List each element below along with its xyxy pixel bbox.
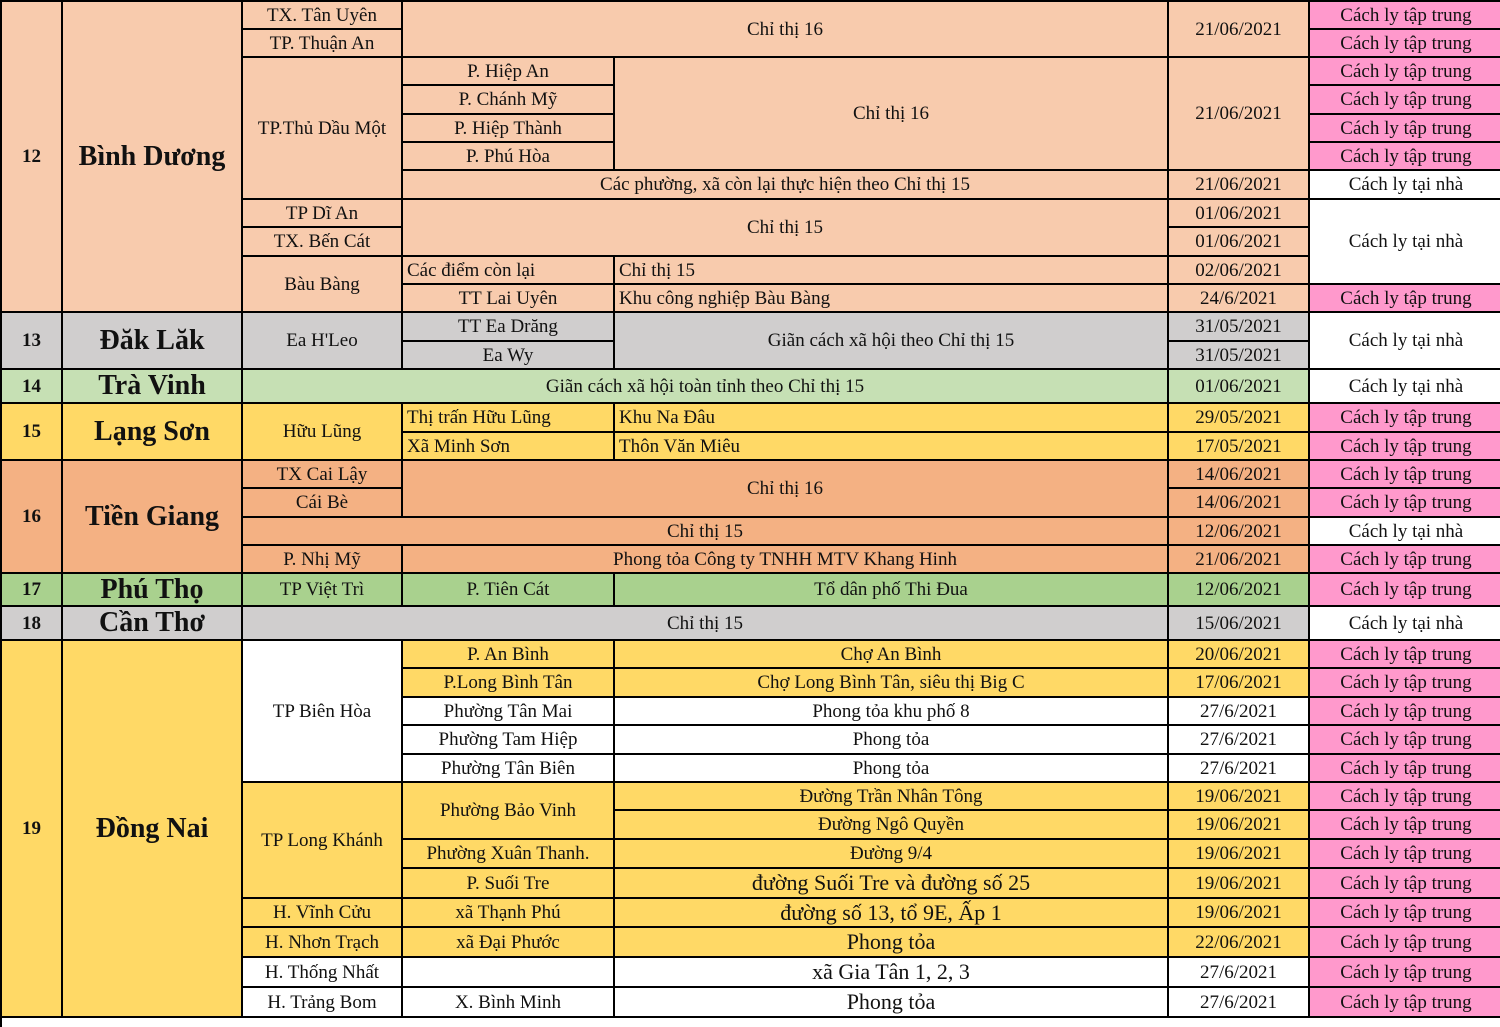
status-cell: Cách ly tập trung [1310, 433, 1500, 461]
date-cell: 14/06/2021 [1169, 461, 1310, 489]
date-cell: 01/06/2021 [1169, 200, 1310, 228]
status-cell: Cách ly tại nhà [1310, 518, 1500, 546]
status-cell: Cách ly tập trung [1310, 899, 1500, 928]
ward-cell: P. An Bình [403, 641, 615, 669]
date-cell: 27/6/2021 [1169, 726, 1310, 755]
province-number: 14 [2, 370, 63, 404]
date-cell: 19/06/2021 [1169, 899, 1310, 928]
date-cell: 27/6/2021 [1169, 755, 1310, 783]
district-cell: Bàu Bàng [243, 257, 403, 313]
province-number: 15 [2, 404, 63, 461]
measure-cell: Phong tỏa [615, 726, 1169, 755]
status-cell: Cách ly tại nhà [1310, 607, 1500, 641]
district-cell: TX. Bến Cát [243, 228, 403, 257]
measure-cell: xã Gia Tân 1, 2, 3 [615, 958, 1169, 988]
district-cell: TP.Thủ Dầu Một [243, 58, 403, 200]
ward-cell: Phường Tân Biên [403, 755, 615, 783]
ward-cell: P. Hiệp An [403, 58, 615, 86]
date-cell: 24/6/2021 [1169, 285, 1310, 313]
status-cell: Cách ly tập trung [1310, 698, 1500, 726]
status-cell: Cách ly tập trung [1310, 86, 1500, 115]
district-cell: Cái Bè [243, 489, 403, 518]
status-cell: Cách ly tại nhà [1310, 313, 1500, 370]
measure-cell: Phong tỏa Công ty TNHH MTV Khang Hinh [403, 546, 1169, 574]
date-cell: 27/6/2021 [1169, 958, 1310, 988]
province-name: Đăk Lăk [63, 313, 243, 370]
date-cell: 21/06/2021 [1169, 2, 1310, 58]
status-cell: Cách ly tập trung [1310, 988, 1500, 1018]
province-name: Cần Thơ [63, 607, 243, 641]
measure-cell: Phong tỏa khu phố 8 [615, 698, 1169, 726]
ward-cell: P. Tiên Cát [403, 574, 615, 607]
province-number: 17 [2, 574, 63, 607]
ward-cell: Các điểm còn lại [403, 257, 615, 285]
date-cell: 12/06/2021 [1169, 518, 1310, 546]
date-cell: 02/06/2021 [1169, 257, 1310, 285]
ward-cell [403, 958, 615, 988]
measure-cell: Khu công nghiệp Bàu Bàng [615, 285, 1169, 313]
status-cell: Cách ly tập trung [1310, 869, 1500, 899]
status-cell: Cách ly tập trung [1310, 574, 1500, 607]
measure-cell: Đường Ngô Quyền [615, 811, 1169, 840]
status-cell: Cách ly tập trung [1310, 811, 1500, 840]
date-cell: 31/05/2021 [1169, 342, 1310, 370]
district-cell: Hữu Lũng [243, 404, 403, 461]
status-cell: Cách ly tại nhà [1310, 200, 1500, 285]
measure-cell: Chợ An Bình [615, 641, 1169, 669]
date-cell: 17/06/2021 [1169, 669, 1310, 698]
measure-cell: Chỉ thị 16 [615, 58, 1169, 171]
measure-cell: Chỉ thị 15 [615, 257, 1169, 285]
province-name: Trà Vinh [63, 370, 243, 404]
district-cell: H. Nhơn Trạch [243, 928, 403, 958]
province-name: Đồng Nai [63, 641, 243, 1018]
measure-cell: Chỉ thị 15 [243, 518, 1169, 546]
status-cell: Cách ly tập trung [1310, 840, 1500, 869]
district-cell: TP. Thuận An [243, 30, 403, 58]
ward-cell: P. Suối Tre [403, 869, 615, 899]
status-cell: Cách ly tại nhà [1310, 370, 1500, 404]
status-cell: Cách ly tập trung [1310, 726, 1500, 755]
ward-cell: P. Hiệp Thành [403, 115, 615, 143]
measure-cell: Phong tỏa [615, 755, 1169, 783]
province-number: 12 [2, 2, 63, 313]
date-cell: 19/06/2021 [1169, 869, 1310, 899]
date-cell: 27/6/2021 [1169, 988, 1310, 1018]
province-number: 13 [2, 313, 63, 370]
ward-cell: Phường Tam Hiệp [403, 726, 615, 755]
district-cell: TX. Tân Uyên [243, 2, 403, 30]
status-cell: Cách ly tập trung [1310, 546, 1500, 574]
status-cell: Cách ly tập trung [1310, 641, 1500, 669]
date-cell: 14/06/2021 [1169, 489, 1310, 518]
measure-cell: đường Suối Tre và đường số 25 [615, 869, 1169, 899]
ward-cell: Phường Tân Mai [403, 698, 615, 726]
status-cell: Cách ly tập trung [1310, 143, 1500, 171]
ward-cell: Thị trấn Hữu Lũng [403, 404, 615, 433]
status-cell: Cách ly tập trung [1310, 489, 1500, 518]
status-cell: Cách ly tập trung [1310, 928, 1500, 958]
ward-cell: Xã Minh Sơn [403, 433, 615, 461]
ward-cell: xã Thạnh Phú [403, 899, 615, 928]
ward-cell: Phường Bảo Vinh [403, 783, 615, 840]
date-cell: 01/06/2021 [1169, 370, 1310, 404]
date-cell: 19/06/2021 [1169, 783, 1310, 811]
measure-cell: Các phường, xã còn lại thực hiện theo Chỉ thị 15 [403, 171, 1169, 200]
measure-cell: Thôn Văn Miêu [615, 433, 1169, 461]
district-cell: H. Trảng Bom [243, 988, 403, 1018]
date-cell: 27/6/2021 [1169, 698, 1310, 726]
measure-cell: Khu Na Đâu [615, 404, 1169, 433]
ward-cell: P. Chánh Mỹ [403, 86, 615, 115]
measure-cell: Chỉ thị 15 [243, 607, 1169, 641]
district-cell: P. Nhị Mỹ [243, 546, 403, 574]
status-cell: Cách ly tập trung [1310, 404, 1500, 433]
measure-cell: đường số 13, tổ 9E, Ấp 1 [615, 899, 1169, 928]
ward-cell: Ea Wy [403, 342, 615, 370]
province-name: Bình Dương [63, 2, 243, 313]
date-cell: 21/06/2021 [1169, 171, 1310, 200]
date-cell: 29/05/2021 [1169, 404, 1310, 433]
status-cell: Cách ly tập trung [1310, 755, 1500, 783]
date-cell: 21/06/2021 [1169, 58, 1310, 171]
ward-cell: xã Đại Phước [403, 928, 615, 958]
date-cell: 15/06/2021 [1169, 607, 1310, 641]
measure-cell: Chợ Long Bình Tân, siêu thị Big C [615, 669, 1169, 698]
ward-cell: TT Ea Drăng [403, 313, 615, 342]
date-cell: 17/05/2021 [1169, 433, 1310, 461]
province-number: 19 [2, 641, 63, 1018]
measure-cell: Tổ dân phố Thi Đua [615, 574, 1169, 607]
measure-cell: Đường Trần Nhân Tông [615, 783, 1169, 811]
district-cell: Ea H'Leo [243, 313, 403, 370]
district-cell: H. Thống Nhất [243, 958, 403, 988]
status-cell: Cách ly tập trung [1310, 2, 1500, 30]
measure-cell: Đường 9/4 [615, 840, 1169, 869]
date-cell: 20/06/2021 [1169, 641, 1310, 669]
status-cell: Cách ly tập trung [1310, 115, 1500, 143]
status-cell: Cách ly tập trung [1310, 669, 1500, 698]
measure-cell: Phong tỏa [615, 988, 1169, 1018]
province-name: Phú Thọ [63, 574, 243, 607]
date-cell: 19/06/2021 [1169, 840, 1310, 869]
status-cell: Cách ly tập trung [1310, 285, 1500, 313]
district-cell: TP Biên Hòa [243, 641, 403, 783]
date-cell: 31/05/2021 [1169, 313, 1310, 342]
measure-cell: Giãn cách xã hội theo Chỉ thị 15 [615, 313, 1169, 370]
ward-cell: X. Bình Minh [403, 988, 615, 1018]
ward-cell: P.Long Bình Tân [403, 669, 615, 698]
status-cell: Cách ly tập trung [1310, 58, 1500, 86]
district-cell: TX Cai Lậy [243, 461, 403, 489]
measure-cell: Phong tỏa [615, 928, 1169, 958]
measure-cell: Chỉ thị 16 [403, 2, 1169, 58]
status-cell: Cách ly tập trung [1310, 783, 1500, 811]
ward-cell: Phường Xuân Thanh. [403, 840, 615, 869]
province-name: Tiền Giang [63, 461, 243, 574]
measure-cell: Giãn cách xã hội toàn tỉnh theo Chỉ thị 15 [243, 370, 1169, 404]
measure-cell: Chỉ thị 16 [403, 461, 1169, 518]
status-cell: Cách ly tập trung [1310, 461, 1500, 489]
province-number: 16 [2, 461, 63, 574]
measure-cell: Chỉ thị 15 [403, 200, 1169, 257]
district-cell: TP Dĩ An [243, 200, 403, 228]
status-cell: Cách ly tại nhà [1310, 171, 1500, 200]
district-cell: TP Việt Trì [243, 574, 403, 607]
status-cell: Cách ly tập trung [1310, 958, 1500, 988]
status-cell: Cách ly tập trung [1310, 30, 1500, 58]
date-cell: 19/06/2021 [1169, 811, 1310, 840]
district-cell: H. Vĩnh Cửu [243, 899, 403, 928]
date-cell: 22/06/2021 [1169, 928, 1310, 958]
date-cell: 21/06/2021 [1169, 546, 1310, 574]
ward-cell: TT Lai Uyên [403, 285, 615, 313]
ward-cell: P. Phú Hòa [403, 143, 615, 171]
province-number: 18 [2, 607, 63, 641]
province-name: Lạng Sơn [63, 404, 243, 461]
district-cell: TP Long Khánh [243, 783, 403, 899]
date-cell: 12/06/2021 [1169, 574, 1310, 607]
date-cell: 01/06/2021 [1169, 228, 1310, 257]
